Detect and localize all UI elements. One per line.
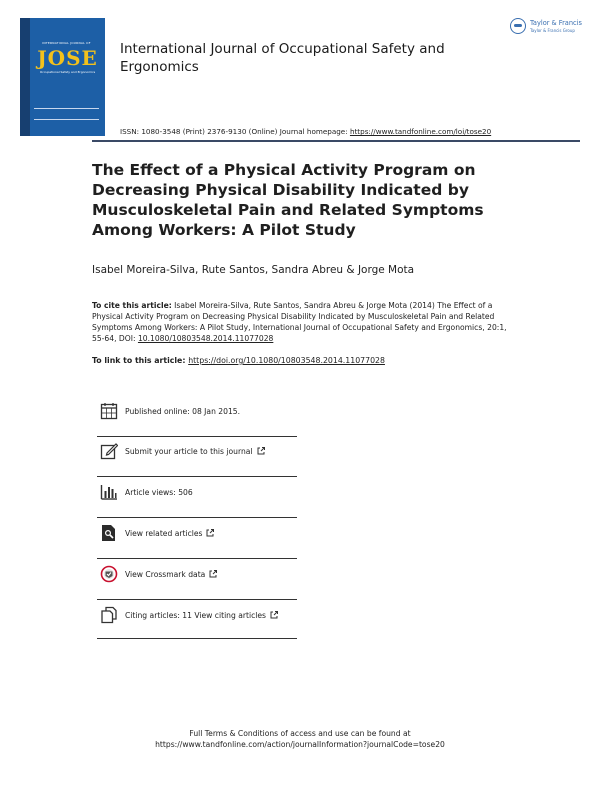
citation-text: Isabel Moreira-Silva, Rute Santos, Sandra Abreu & Jorge Mota (2014) The Effect of a Physical Activity Program on Decreasing Physical Disability Indicated by Musculoskeletal Pain and Related Symptoms Among Workers: A Pilot Study, International Journal of Occupational Safety and Ergonomics, 20:1, 55-64, DOI: [92, 301, 507, 343]
submit-article-link[interactable] [125, 447, 265, 456]
header-divider [92, 140, 580, 142]
publisher-name: Taylor & Francis [530, 19, 582, 27]
edit-icon [100, 442, 118, 460]
issn-line [120, 127, 491, 136]
publisher-logo-icon [510, 18, 526, 34]
divider [97, 638, 297, 639]
external-link-icon [257, 447, 265, 455]
publisher-tagline: Taylor & Francis Group [530, 28, 575, 33]
journal-title: International Journal of Occupational Safety and Ergonomics [120, 41, 445, 75]
copy-icon [100, 606, 118, 624]
divider [97, 599, 297, 600]
divider [97, 558, 297, 559]
related-articles-link[interactable] [125, 529, 214, 538]
crossmark-link[interactable] [125, 570, 217, 579]
divider [97, 476, 297, 477]
publisher-logo[interactable] [508, 16, 584, 40]
journal-cover-image [20, 18, 105, 136]
footer-terms-link[interactable]: https://www.tandfonline.com/action/journalInformation?journalCode=tose20 [155, 740, 445, 749]
external-link-icon [270, 611, 278, 619]
crossmark-text: View Crossmark data [125, 570, 206, 579]
submit-article-item[interactable] [97, 442, 297, 482]
cover-subtitle: Occupational Safety and Ergonomics [39, 70, 96, 74]
crossmark-item[interactable] [97, 565, 297, 605]
search-document-icon [100, 524, 118, 542]
crossmark-icon [100, 565, 118, 583]
divider [97, 436, 297, 437]
article-views-item [97, 483, 297, 523]
citation-doi-link[interactable]: 10.1080/10803548.2014.11077028 [137, 334, 274, 343]
related-articles-text: View related articles [125, 529, 203, 538]
related-articles-item[interactable] [97, 524, 297, 564]
article-link-line [92, 356, 385, 365]
citation-label: To cite this article: [92, 301, 172, 310]
published-online-item [97, 402, 297, 442]
article-title: The Effect of a Physical Activity Program on Decreasing Physical Disability Indicated by Musculoskeletal Pain and Related Symptoms Among Workers: A Pilot Study [92, 161, 484, 239]
article-doi-link[interactable]: https://doi.org/10.1080/10803548.2014.11077028 [188, 356, 385, 365]
citation [92, 300, 512, 344]
citing-articles-item[interactable] [97, 606, 297, 646]
article-link-label: To link to this article: [92, 356, 189, 365]
submit-article-text: Submit your article to this journal [125, 447, 253, 456]
issn-text: ISSN: 1080-3548 (Print) 2376-9130 (Online) Journal homepage: [120, 127, 350, 136]
citing-articles-text: Citing articles: 11 View citing articles [125, 611, 266, 620]
journal-homepage-link[interactable]: https://www.tandfonline.com/loi/tose20 [349, 127, 492, 136]
footer [0, 728, 600, 750]
citing-articles-link[interactable] [125, 611, 278, 620]
article-views-text: Article views: 506 [125, 488, 193, 497]
divider [97, 517, 297, 518]
external-link-icon [206, 529, 214, 537]
authors: Isabel Moreira-Silva, Rute Santos, Sandra Abreu & Jorge Mota [92, 264, 415, 276]
cover-journal-label: INTERNATIONAL JOURNAL OF [42, 41, 91, 45]
calendar-icon [100, 402, 118, 420]
cover-acronym: JOSE [37, 46, 98, 70]
published-online-text: Published online: 08 Jan 2015. [125, 407, 241, 416]
bar-chart-icon [100, 483, 118, 501]
external-link-icon [209, 570, 217, 578]
footer-terms-text: Full Terms & Conditions of access and use can be found at [189, 729, 411, 738]
